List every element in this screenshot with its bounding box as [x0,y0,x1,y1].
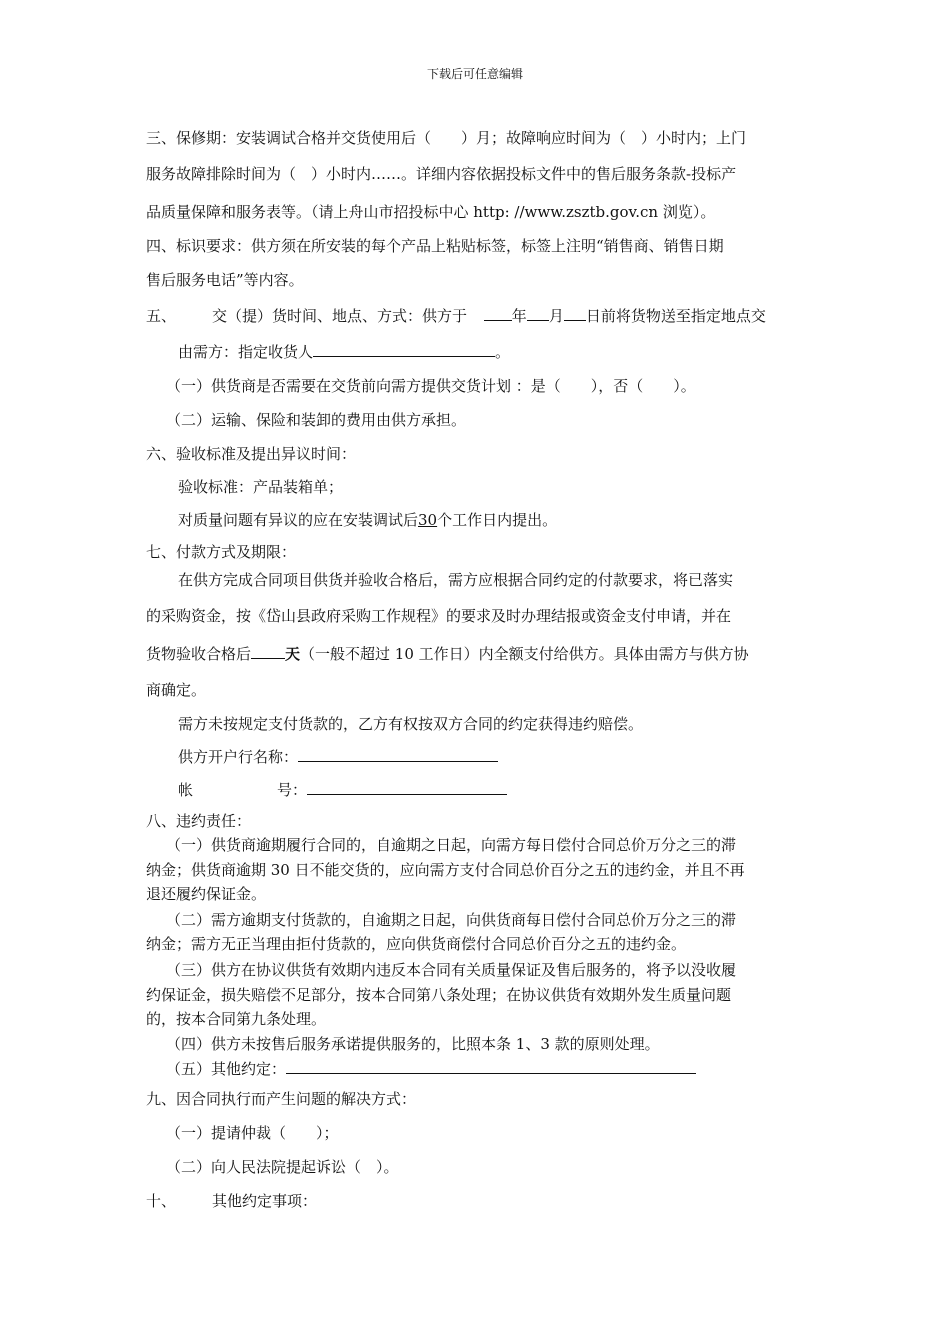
other-agreement-label: （五）其他约定： [166,1060,287,1078]
delivery-month-label: 月 [548,307,564,325]
payment-title: 七、付款方式及期限： [146,543,297,561]
page-header: 下载后可任意编辑 [426,67,523,81]
payment-para-2: 的采购资金，按《岱山县政府采购工作规程》的要求及时办理结报或资金支付申请，并在 [146,607,732,625]
payment-para-3 [146,644,749,664]
liability-c-line-2: 约保证金，损失赔偿不足部分，按本合同第八条处理；在协议供货有效期外发生质量问题 [146,986,732,1004]
label-req-line-1: 四、标识要求：供方须在所安装的每个产品上粘贴标签，标签上注明“销售商、销售日期 [146,237,724,255]
liability-a-line-2: 纳金；供货商逾期 30 日不能交货的，应向需方支付合同总价百分之五的违约金，并且不再 [146,861,745,879]
payment-text-a: 货物验收合格后 [146,645,252,663]
account-label-1: 帐 [178,781,194,799]
objection-days: 30 [418,511,438,529]
delivery-line-2 [178,342,510,362]
payment-para-5: 需方未按规定支付货款的，乙方有权按双方合同的约定获得违约赔偿。 [178,715,644,733]
payment-days-blank [251,644,285,659]
delivery-line-1 [212,306,766,326]
delivery-year-label: 年 [511,307,527,325]
delivery-text-a: 交（提）货时间、地点、方式：供方于 [212,307,468,325]
other-matters-title: 其他约定事项： [212,1192,318,1210]
liability-title: 八、违约责任： [146,812,252,830]
payment-text-b: （一般不超过 10 工作日）内全额支付给供方。具体由需方与供方协 [300,645,749,663]
liability-a-line-1: （一）供货商逾期履行合同的，自逾期之日起，向需方每日偿付合同总价万分之三的滞 [166,836,737,854]
acceptance-standard: 验收标准：产品装箱单； [178,478,344,496]
liability-c-line-1: （三）供方在协议供货有效期内违反本合同有关质量保证及售后服务的，将予以没收履 [166,961,737,979]
liability-b-line-2: 纳金；需方无正当理由拒付货款的，应向供货商偿付合同总价百分之五的违约金。 [146,935,687,953]
delivery-day-blank [564,306,586,321]
warranty-line-2: 服务故障排除时间为（ ）小时内……。详细内容依据投标文件中的售后服务条款-投标产 [146,165,737,183]
delivery-plan-item: （一）供货商是否需要在交货前向需方提供交货计划 ：是（ ），否（ ）。 [166,377,696,395]
acceptance-title: 六、验收标准及提出异议时间： [146,445,357,463]
bank-name-label: 供方开户行名称： [178,748,299,766]
account-line [178,780,507,800]
receiver-blank [313,342,495,357]
liability-e-line [166,1059,696,1079]
delivery-text-b: 日前将货物送至指定地点交 [585,307,766,325]
arbitration-item: （一）提请仲裁（ ）； [166,1124,339,1142]
payment-day-unit: 天 [285,645,301,663]
delivery-number: 五、 [146,307,177,325]
objection-text-a: 对质量问题有异议的应在安装调试后 [178,511,419,529]
liability-a-line-3: 退还履约保证金。 [146,885,267,903]
dispute-title: 九、因合同执行而产生问题的解决方式： [146,1090,417,1108]
warranty-line-3: 品质量保障和服务表等。（请上舟山市招投标中心 http: //www.zsztb.gov.cn 浏览）。 [146,203,716,221]
liability-c-line-3: 的，按本合同第九条处理。 [146,1010,327,1028]
liability-d-line-1: （四）供方未按售后服务承诺提供服务的，比照本条 1、3 款的原则处理。 [166,1035,660,1053]
other-matters-number: 十、 [146,1192,177,1210]
delivery-month-blank [527,306,549,321]
label-req-line-2: 售后服务电话”等内容。 [146,271,304,289]
delivery-year-blank [484,306,512,321]
liability-b-line-1: （二）需方逾期支付货款的，自逾期之日起，向供货商每日偿付合同总价万分之三的滞 [166,911,737,929]
warranty-line-1: 三、保修期：安装调试合格并交货使用后（ ）月；故障响应时间为（ ）小时内；上门 [146,129,747,147]
transport-cost-item: （二）运输、保险和装卸的费用由供方承担。 [166,411,467,429]
receiver-label: 由需方：指定收货人 [178,343,314,361]
account-label-2: 号： [277,781,308,799]
bank-name-blank [298,747,498,762]
receiver-end: 。 [495,343,511,361]
payment-para-1: 在供方完成合同项目供货并验收合格后，需方应根据合同约定的付款要求，将已落实 [178,571,734,589]
objection-line [178,510,557,530]
litigation-item: （二）向人民法院提起诉讼（ ）。 [166,1158,399,1176]
other-agreement-blank [286,1059,696,1074]
objection-text-b: 个工作日内提出。 [437,511,558,529]
bank-name-line [178,747,498,767]
account-blank [307,780,507,795]
payment-para-4: 商确定。 [146,681,207,699]
